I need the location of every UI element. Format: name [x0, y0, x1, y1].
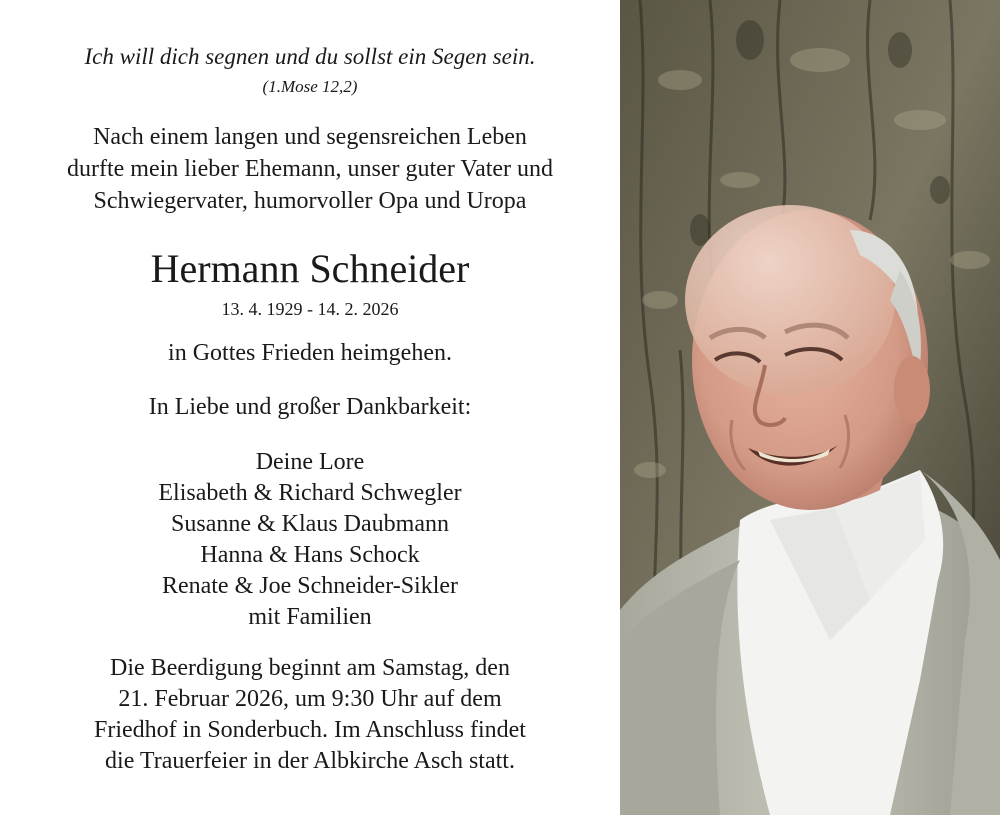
deceased-name: Hermann Schneider: [150, 246, 470, 291]
funeral-details: [0, 653, 620, 777]
bible-motto: Ich will dich segnen und du sollst ein Segen sein.: [84, 44, 536, 69]
mourner-entry: Renate & Joe Schneider-Sikler: [161, 573, 459, 599]
mourner-entry: Hanna & Hans Schock: [200, 542, 420, 568]
funeral-line: 21. Februar 2026, um 9:30 Uhr auf dem: [118, 686, 502, 712]
mourner-entry: Susanne & Klaus Daubmann: [171, 511, 449, 537]
mourners-list: [0, 447, 620, 633]
mourner-entry: Elisabeth & Richard Schwegler: [158, 480, 462, 506]
funeral-line: Die Beerdigung beginnt am Samstag, den: [110, 655, 510, 681]
portrait-photo: [620, 0, 1000, 815]
passing-text: in Gottes Frieden heimgehen.: [168, 340, 452, 366]
mourner-entry: Deine Lore: [255, 449, 365, 475]
funeral-line: die Trauerfeier in der Albkirche Asch statt.: [105, 748, 515, 774]
life-dates: 13. 4. 1929 - 14. 2. 2026: [221, 299, 399, 319]
funeral-line: Friedhof in Sonderbuch. Im Anschluss findet: [94, 717, 526, 743]
intro-text: [0, 121, 620, 217]
intro-line: durfte mein lieber Ehemann, unser guter Vater und: [66, 156, 554, 182]
mourner-entry: mit Familien: [248, 604, 372, 630]
intro-line: Nach einem langen und segensreichen Leben: [93, 124, 527, 150]
verse-reference: (1.Mose 12,2): [262, 77, 358, 96]
gratitude-text: In Liebe und großer Dankbarkeit:: [148, 394, 472, 420]
intro-line: Schwiegervater, humorvoller Opa und Uropa: [93, 188, 527, 214]
